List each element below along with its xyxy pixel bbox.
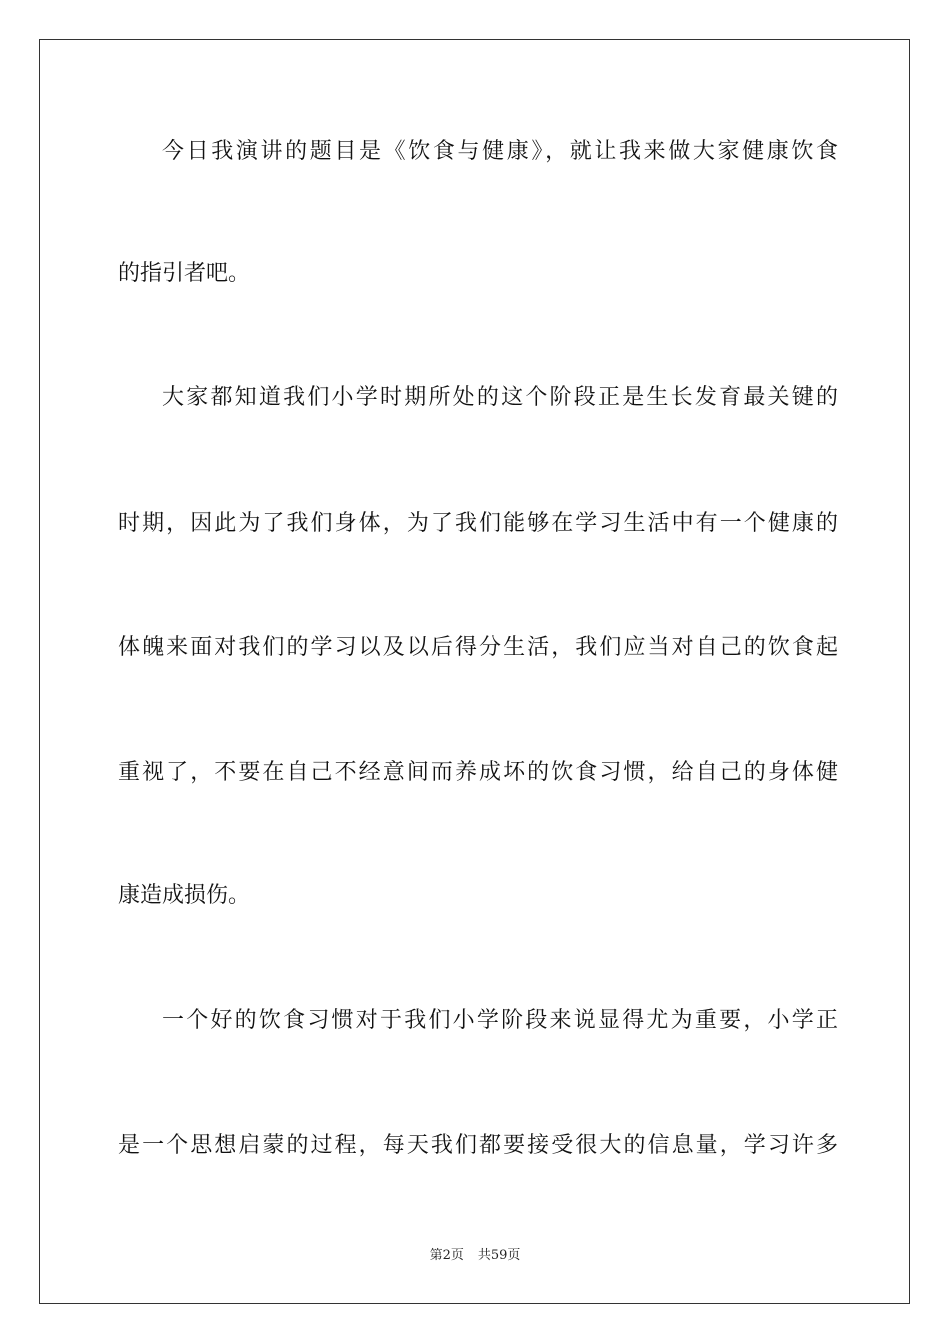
text-line: 一个好的饮食习惯对于我们小学阶段来说显得尤为重要，小学正: [162, 1008, 838, 1033]
text-line: 今日我演讲的题目是《饮食与健康》，就让我来做大家健康饮食: [162, 139, 838, 164]
page-number: 第2页: [429, 1248, 464, 1263]
text-line: 体魄来面对我们的学习以及以后得分生活，我们应当对自己的饮食起: [118, 635, 838, 660]
page-total: 共59页: [477, 1248, 521, 1263]
text-line: 是一个思想启蒙的过程，每天我们都要接受很大的信息量，学习许多: [118, 1133, 838, 1158]
page-footer: [0, 1247, 950, 1265]
text-line: 时期，因此为了我们身体，为了我们能够在学习生活中有一个健康的: [118, 511, 838, 536]
text-line: 重视了，不要在自己不经意间而养成坏的饮食习惯，给自己的身体健: [118, 760, 838, 785]
text-line: 的指引者吧。: [118, 261, 251, 286]
text-line: 康造成损伤。: [118, 883, 251, 908]
text-line: 大家都知道我们小学时期所处的这个阶段正是生长发育最关键的: [162, 385, 838, 410]
page-border: [39, 39, 910, 1304]
